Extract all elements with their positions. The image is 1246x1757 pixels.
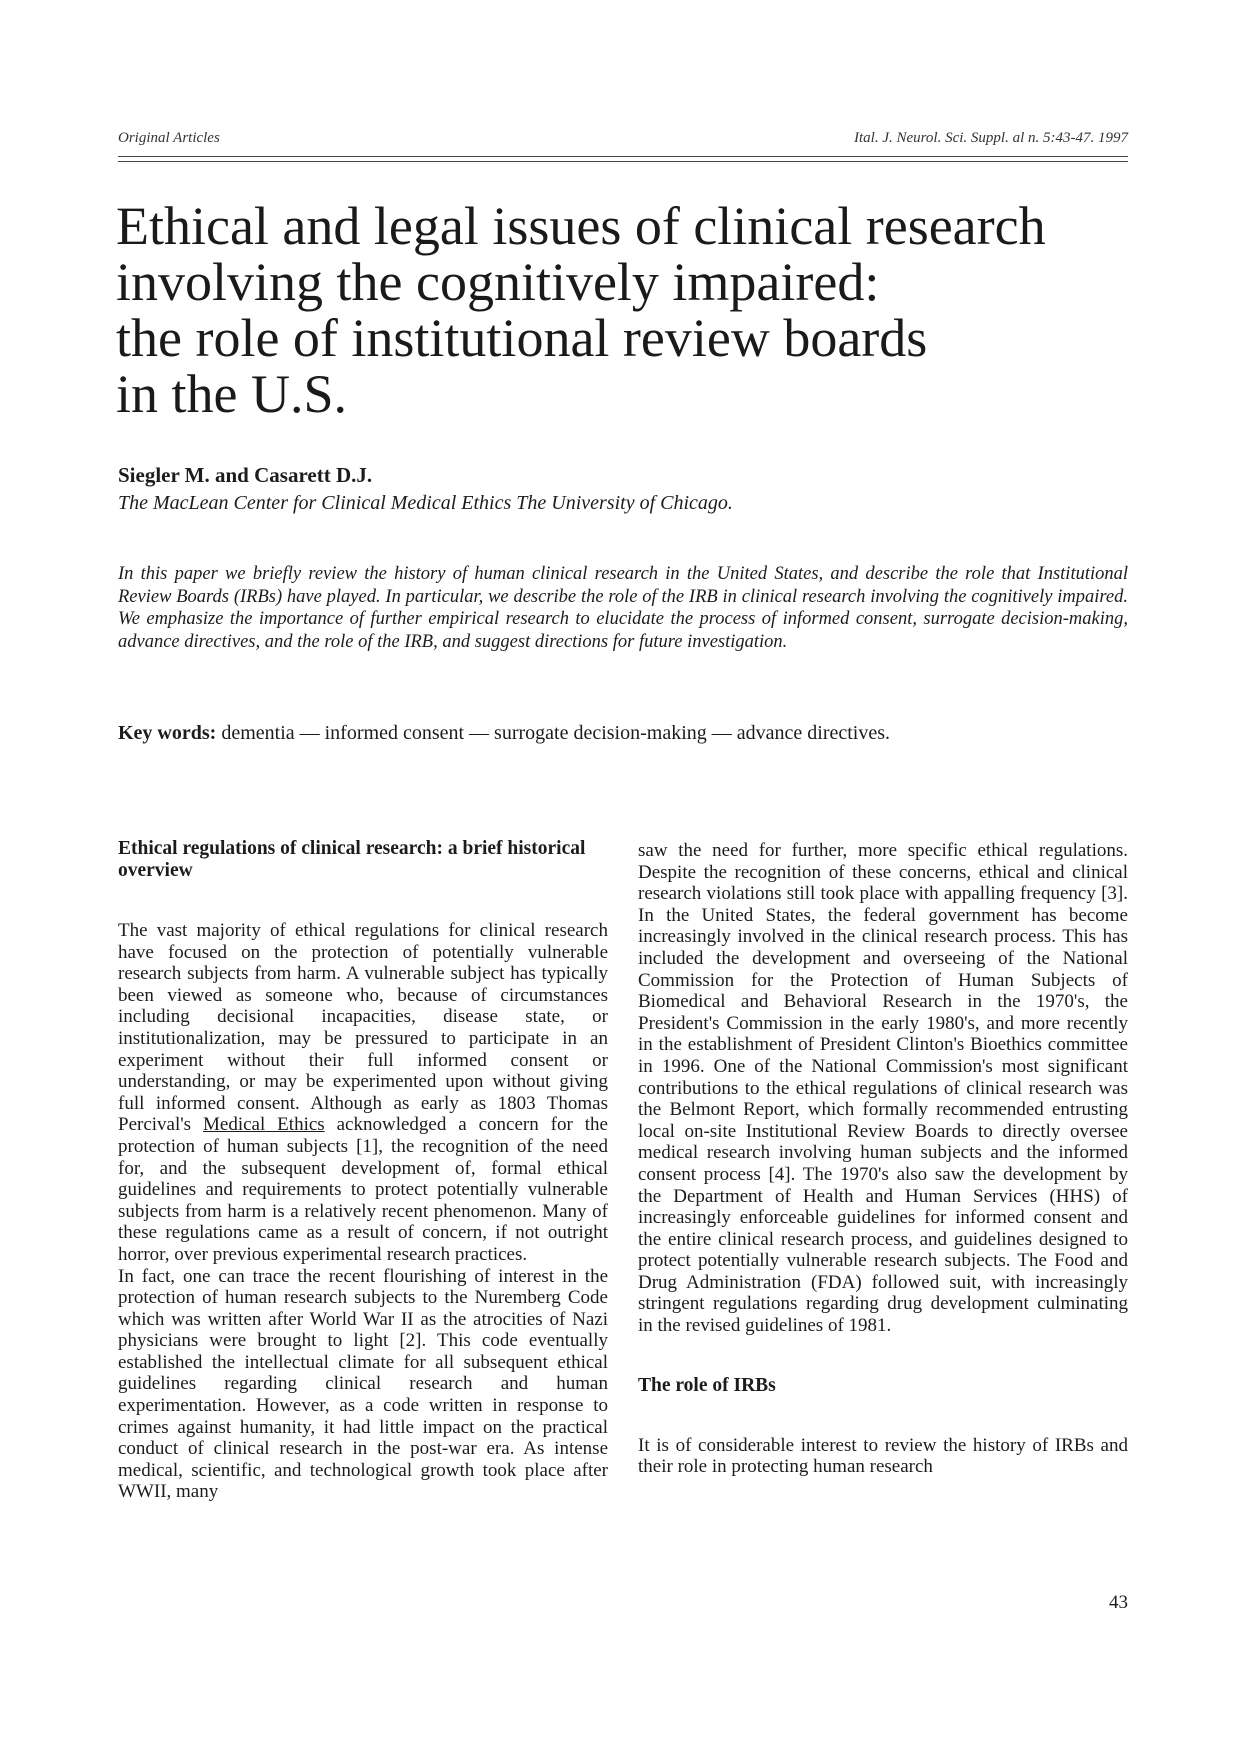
header-rule-top xyxy=(118,156,1128,157)
running-head xyxy=(118,130,1128,154)
author-affiliation: The MacLean Center for Clinical Medical Ethics The University of Chicago. xyxy=(118,492,733,514)
title-line-1: Ethical and legal issues of clinical research xyxy=(116,196,1046,256)
body-paragraph: It is of considerable interest to review the history of IRBs and their role in protecting human research xyxy=(638,1434,1128,1478)
author-list: Siegler M. and Casarett D.J. xyxy=(118,463,373,487)
body-paragraph: saw the need for further, more specific ethical regulations. Despite the recognition of these concerns, ethical and clinical research violations still took place with appalling frequency [3]. In the United States, the federal government has become increasingly involved in the clinical research process. This has included the development and overseeing of the National Commission for the Protection of Human Subjects of Biomedical and Behavioral Research in the 1970's, the President's Commission in the early 1980's, and more recently in the establishment of President Clinton's Bioethics committee in 1996. One of the National Commission's most significant contributions to the ethical regulations of clinical research was the Belmont Report, which formally recommended entrusting local on-site Institutional Review Boards to directly oversee medical research involving human subjects and the informed consent process [4]. The 1970's also saw the development by the Department of Health and Human Services (HHS) of increasingly enforceable guidelines for informed consent and the entire clinical research process, and guidelines designed to protect potentially vulnerable research subjects. The Food and Drug Administration (FDA) followed suit, with increasingly stringent regulations regarding drug development culminating in the revised guidelines of 1981. xyxy=(638,840,1128,1337)
body-paragraph: In fact, one can trace the recent flourishing of interest in the protection of human research subjects to the Nuremberg Code which was written after World War II as the atrocities of Nazi physicians were brought to light [2]. This code eventually established the intellectual climate for all subsequent ethical guidelines regarding clinical research and human experimentation. However, as a code written in response to crimes against humanity, it had little impact on the practical conduct of clinical research in the post-war era. As intense medical, scientific, and technological growth took place after WWII, many xyxy=(118,1265,608,1503)
journal-citation: Ital. J. Neurol. Sci. Suppl. al n. 5:43-47. 1997 xyxy=(854,130,1128,146)
section-heading-role-of-irbs: The role of IRBs xyxy=(638,1374,776,1396)
right-column xyxy=(638,840,1128,1478)
keywords xyxy=(118,722,890,745)
title-line-4: in the U.S. xyxy=(116,364,348,424)
abstract: In this paper we briefly review the history of human clinical research in the United States, and describe the role that Institutional Review Boards (IRBs) have played. In particular, we describe the role of the IRB in clinical research involving the cognitively impaired. We emphasize the importance of further empirical research to elucidate the process of informed consent, surrogate decision-making, advance directives, and the role of the IRB, and suggest directions for future investigation. xyxy=(118,564,1128,652)
title-line-3: the role of institutional review boards xyxy=(116,308,928,368)
cited-work-title: Medical Ethics xyxy=(203,1114,325,1136)
article-title xyxy=(116,198,1126,422)
keywords-label: Key words: xyxy=(118,722,217,744)
page-number: 43 xyxy=(1109,1592,1128,1613)
body-text: The vast majority of ethical regulations for clinical research have focused on the protection of potentially vulnerable research subjects from harm. A vulnerable subject has typically been viewed as someone who, because of circumstances including decisional incapacities, disease state, or institutionalization, may be pressured to participate in an experiment without their full informed consent or understanding, or may be experimented upon without giving full informed consent. Although as early as 1803 Thomas Percival's xyxy=(118,920,608,1136)
left-column xyxy=(118,838,608,1503)
title-line-2: involving the cognitively impaired: xyxy=(116,252,880,312)
header-rule-bottom xyxy=(118,161,1128,162)
body-paragraph xyxy=(118,920,608,1266)
journal-section-label: Original Articles xyxy=(118,130,220,146)
keywords-text: dementia — informed consent — surrogate decision-making — advance directives. xyxy=(221,722,890,744)
section-heading-ethical-regulations: Ethical regulations of clinical research: a brief historical overview xyxy=(118,838,586,881)
body-text: acknowledged a concern for the protection of human subjects [1], the recognition of the need for, and the subsequent development of, formal ethical guidelines and requirements to protect potentially vulnerable subjects from harm is a relatively recent phenomenon. Many of these regulations came as a result of concern, if not outright horror, over previous experimental research practices. xyxy=(118,1114,608,1265)
